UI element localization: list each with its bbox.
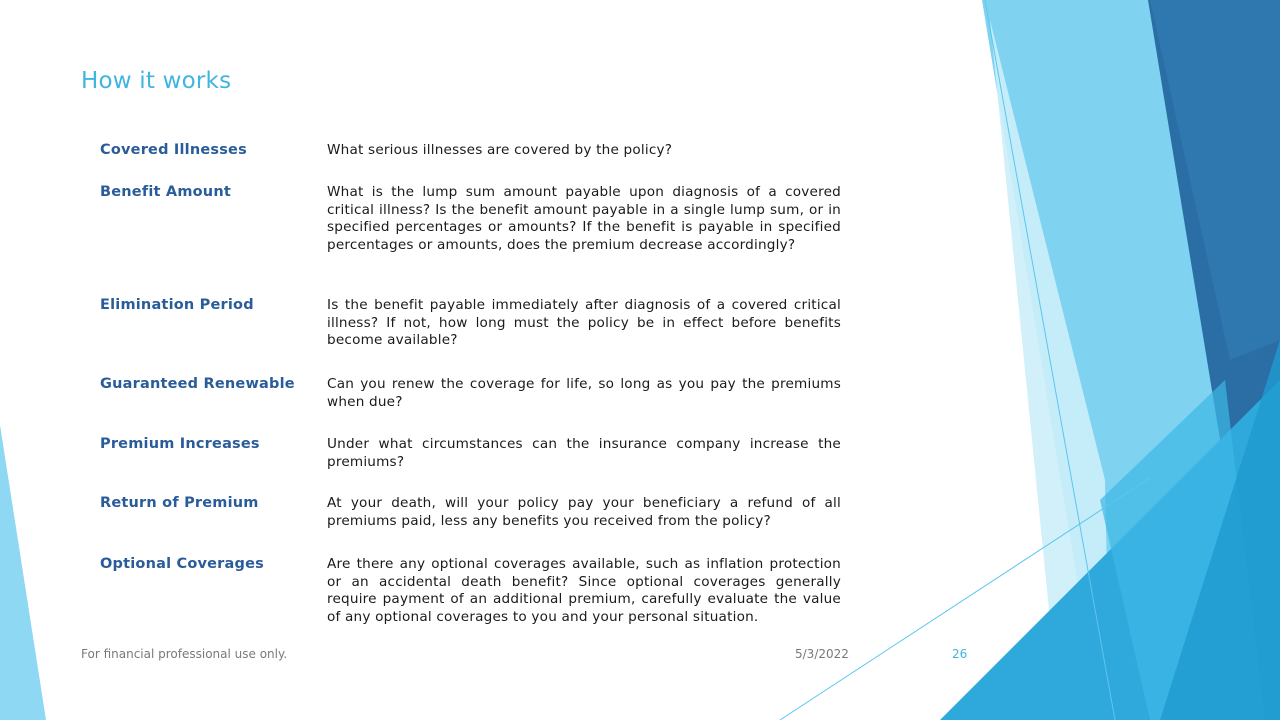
left-edge-shape	[0, 425, 46, 720]
row-term: Optional Coverages	[100, 556, 264, 572]
row-definition: Can you renew the coverage for life, so long as you pay the premiums when due?	[327, 376, 841, 410]
footer-date: 5/3/2022	[795, 647, 849, 661]
row-term: Benefit Amount	[100, 184, 231, 200]
footer-disclaimer: For financial professional use only.	[81, 647, 288, 661]
row-term: Covered Illnesses	[100, 142, 247, 158]
row-definition: Are there any optional coverages available, such as inflation protection or an accidental death benefit? Since optional coverages generally require payment of an additional premium, carefully evaluate the value of any optional coverages to you and your personal situation.	[327, 556, 841, 625]
row-term: Premium Increases	[100, 436, 260, 452]
row-definition: Under what circumstances can the insurance company increase the premiums?	[327, 436, 841, 470]
row-definition: What serious illnesses are covered by the policy?	[327, 142, 673, 158]
row-term: Return of Premium	[100, 495, 259, 511]
row-definition: What is the lump sum amount payable upon diagnosis of a covered critical illness? Is the benefit amount payable in a single lump sum, or in specified percentages or amounts? If the benefit is payable in specified percentages or amounts, does the premium decrease accordingly?	[327, 184, 841, 253]
slide-title: How it works	[81, 68, 232, 94]
page-number: 26	[952, 647, 968, 661]
row-definition: Is the benefit payable immediately after diagnosis of a covered critical illness? If not, how long must the policy be in effect before benefits become available?	[327, 297, 841, 349]
row-definition: At your death, will your policy pay your beneficiary a refund of all premiums paid, less any benefits you received from the policy?	[327, 495, 841, 529]
row-term: Elimination Period	[100, 297, 254, 313]
row-term: Guaranteed Renewable	[100, 376, 295, 392]
